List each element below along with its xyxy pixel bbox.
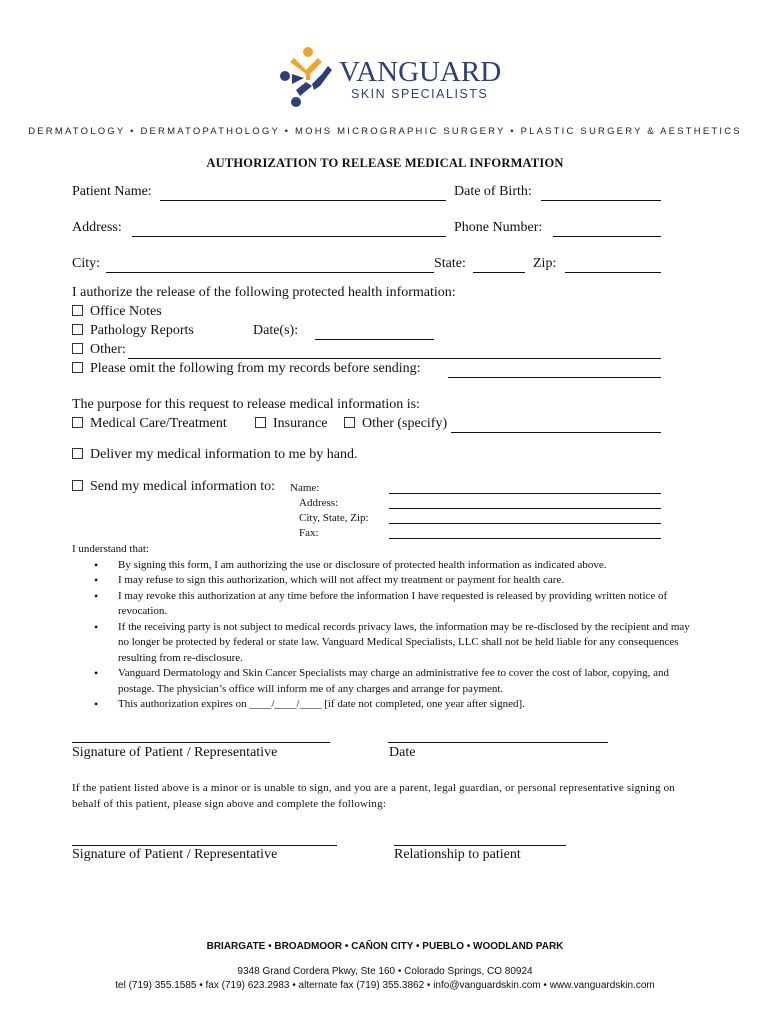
relationship-label: Relationship to patient (394, 847, 521, 862)
patient-name-field[interactable] (160, 200, 446, 201)
purpose-other-label: Other (specify) (362, 416, 448, 431)
checkbox-icon[interactable] (72, 305, 83, 316)
send-fax-field[interactable] (389, 538, 661, 539)
omit-label: Please omit the following from my records before sending: (90, 361, 421, 376)
minor-note: If the patient listed above is a minor or is unable to sign, and you are a parent, legal guardian, or personal representative signing on behalf of this patient, please sign above and complete the following: (72, 782, 675, 810)
authorize-intro: I authorize the release of the following protected health information: (72, 285, 456, 300)
send-city-field[interactable] (389, 523, 661, 524)
date-line[interactable] (388, 742, 608, 743)
checkbox-icon[interactable] (344, 417, 355, 428)
signature-line-1[interactable] (72, 742, 330, 743)
logo (276, 44, 338, 108)
send-option[interactable] (72, 479, 275, 495)
purpose-other-option[interactable] (344, 416, 447, 432)
medical-care-label: Medical Care/Treatment (90, 416, 227, 431)
patient-name-label: Patient Name: (72, 184, 152, 199)
insurance-option[interactable] (255, 416, 327, 432)
signature-line-2[interactable] (72, 845, 337, 846)
checkbox-icon[interactable] (72, 480, 83, 491)
form-title: AUTHORIZATION TO RELEASE MEDICAL INFORMATION (206, 156, 564, 170)
city-label: City: (72, 256, 101, 271)
purpose-other-field[interactable] (451, 432, 661, 433)
understand-item: • By signing this form, I am authorizing the use or disclosure of protected health information as indicated above. (118, 558, 692, 574)
office-notes-option[interactable] (72, 304, 162, 320)
omit-option[interactable] (72, 361, 420, 377)
address-field[interactable] (132, 236, 446, 237)
other-field[interactable] (128, 358, 661, 359)
checkbox-icon[interactable] (72, 417, 83, 428)
checkbox-icon[interactable] (72, 343, 83, 354)
footer-locations: BRIARGATE • BROADMOOR • CAÑON CITY • PUEBLO • WOODLAND PARK (206, 941, 564, 952)
specialties-line: DERMATOLOGY • DERMATOPATHOLOGY • MOHS MICROGRAPHIC SURGERY • PLASTIC SURGERY & AESTHETICS (28, 126, 742, 137)
checkbox-icon[interactable] (255, 417, 266, 428)
checkbox-icon[interactable] (72, 448, 83, 459)
relationship-line[interactable] (394, 845, 566, 846)
signature-label-1: Signature of Patient / Representative (72, 745, 278, 760)
purpose-intro: The purpose for this request to release medical information is: (72, 397, 420, 412)
understand-section (72, 542, 692, 713)
office-notes-label: Office Notes (90, 304, 162, 319)
zip-label: Zip: (533, 256, 557, 271)
deliver-hand-label: Deliver my medical information to me by hand. (90, 447, 358, 462)
omit-field[interactable] (448, 377, 661, 378)
understand-item: • Vanguard Dermatology and Skin Cancer Specialists may charge an administrative fee to cover the cost of labor, copying, and postage. The physician’s office will inform me of any charges and arrange for payment. (118, 666, 692, 697)
footer-address: 9348 Grand Cordera Pkwy, Ste 160 • Colorado Springs, CO 80924 (237, 966, 533, 977)
understand-intro: I understand that: (72, 543, 149, 555)
understand-item: • I may revoke this authorization at any time before the information I have requested is released by providing written notice of revocation. (118, 589, 692, 620)
signature-label-2: Signature of Patient / Representative (72, 847, 278, 862)
send-name-label: Name: (290, 482, 320, 494)
send-address-field[interactable] (389, 508, 661, 509)
understand-item: • I may refuse to sign this authorization, which will not affect my treatment or payment for health care. (118, 573, 692, 589)
deliver-hand-option[interactable] (72, 447, 357, 463)
dob-label: Date of Birth: (454, 184, 532, 199)
logo-subtitle: SKIN SPECIALISTS (351, 87, 489, 101)
checkbox-icon[interactable] (72, 362, 83, 373)
medical-care-option[interactable] (72, 416, 227, 432)
state-label: State: (434, 256, 466, 271)
phone-label: Phone Number: (454, 220, 543, 235)
insurance-label: Insurance (273, 416, 328, 431)
state-field[interactable] (473, 272, 525, 273)
dates-label: Date(s): (253, 323, 299, 338)
pathology-label: Pathology Reports (90, 323, 194, 338)
send-label: Send my medical information to: (90, 479, 276, 494)
understand-item: • If the receiving party is not subject to medical records privacy laws, the information may be re-disclosed by the recipient and may no longer be protected by federal or state law. Vanguard Medical Specialists, LLC shall not be held liable for any consequences resulting from re-disclosure. (118, 620, 692, 667)
phone-field[interactable] (553, 236, 661, 237)
send-fax-label: Fax: (299, 527, 319, 539)
footer-contact: tel (719) 355.1585 • fax (719) 623.2983 • alternate fax (719) 355.3862 • info@vanguardskin.com • www.vanguardskin.com (115, 980, 655, 991)
dates-field[interactable] (315, 339, 434, 340)
send-name-field[interactable] (389, 493, 661, 494)
checkbox-icon[interactable] (72, 324, 83, 335)
dob-field[interactable] (541, 200, 661, 201)
pathology-option[interactable] (72, 323, 194, 339)
other-label: Other: (90, 342, 126, 357)
send-address-label: Address: (299, 497, 339, 509)
address-label: Address: (72, 220, 122, 235)
logo-mark-icon (276, 44, 338, 108)
other-option[interactable] (72, 342, 126, 358)
date-label: Date (389, 745, 416, 760)
send-city-label: City, State, Zip: (299, 512, 369, 524)
logo-name: VANGUARD (339, 56, 502, 88)
understand-item: • This authorization expires on ____/____/____ [if date not completed, one year after signed]. (118, 697, 692, 713)
city-field[interactable] (106, 272, 434, 273)
zip-field[interactable] (565, 272, 661, 273)
